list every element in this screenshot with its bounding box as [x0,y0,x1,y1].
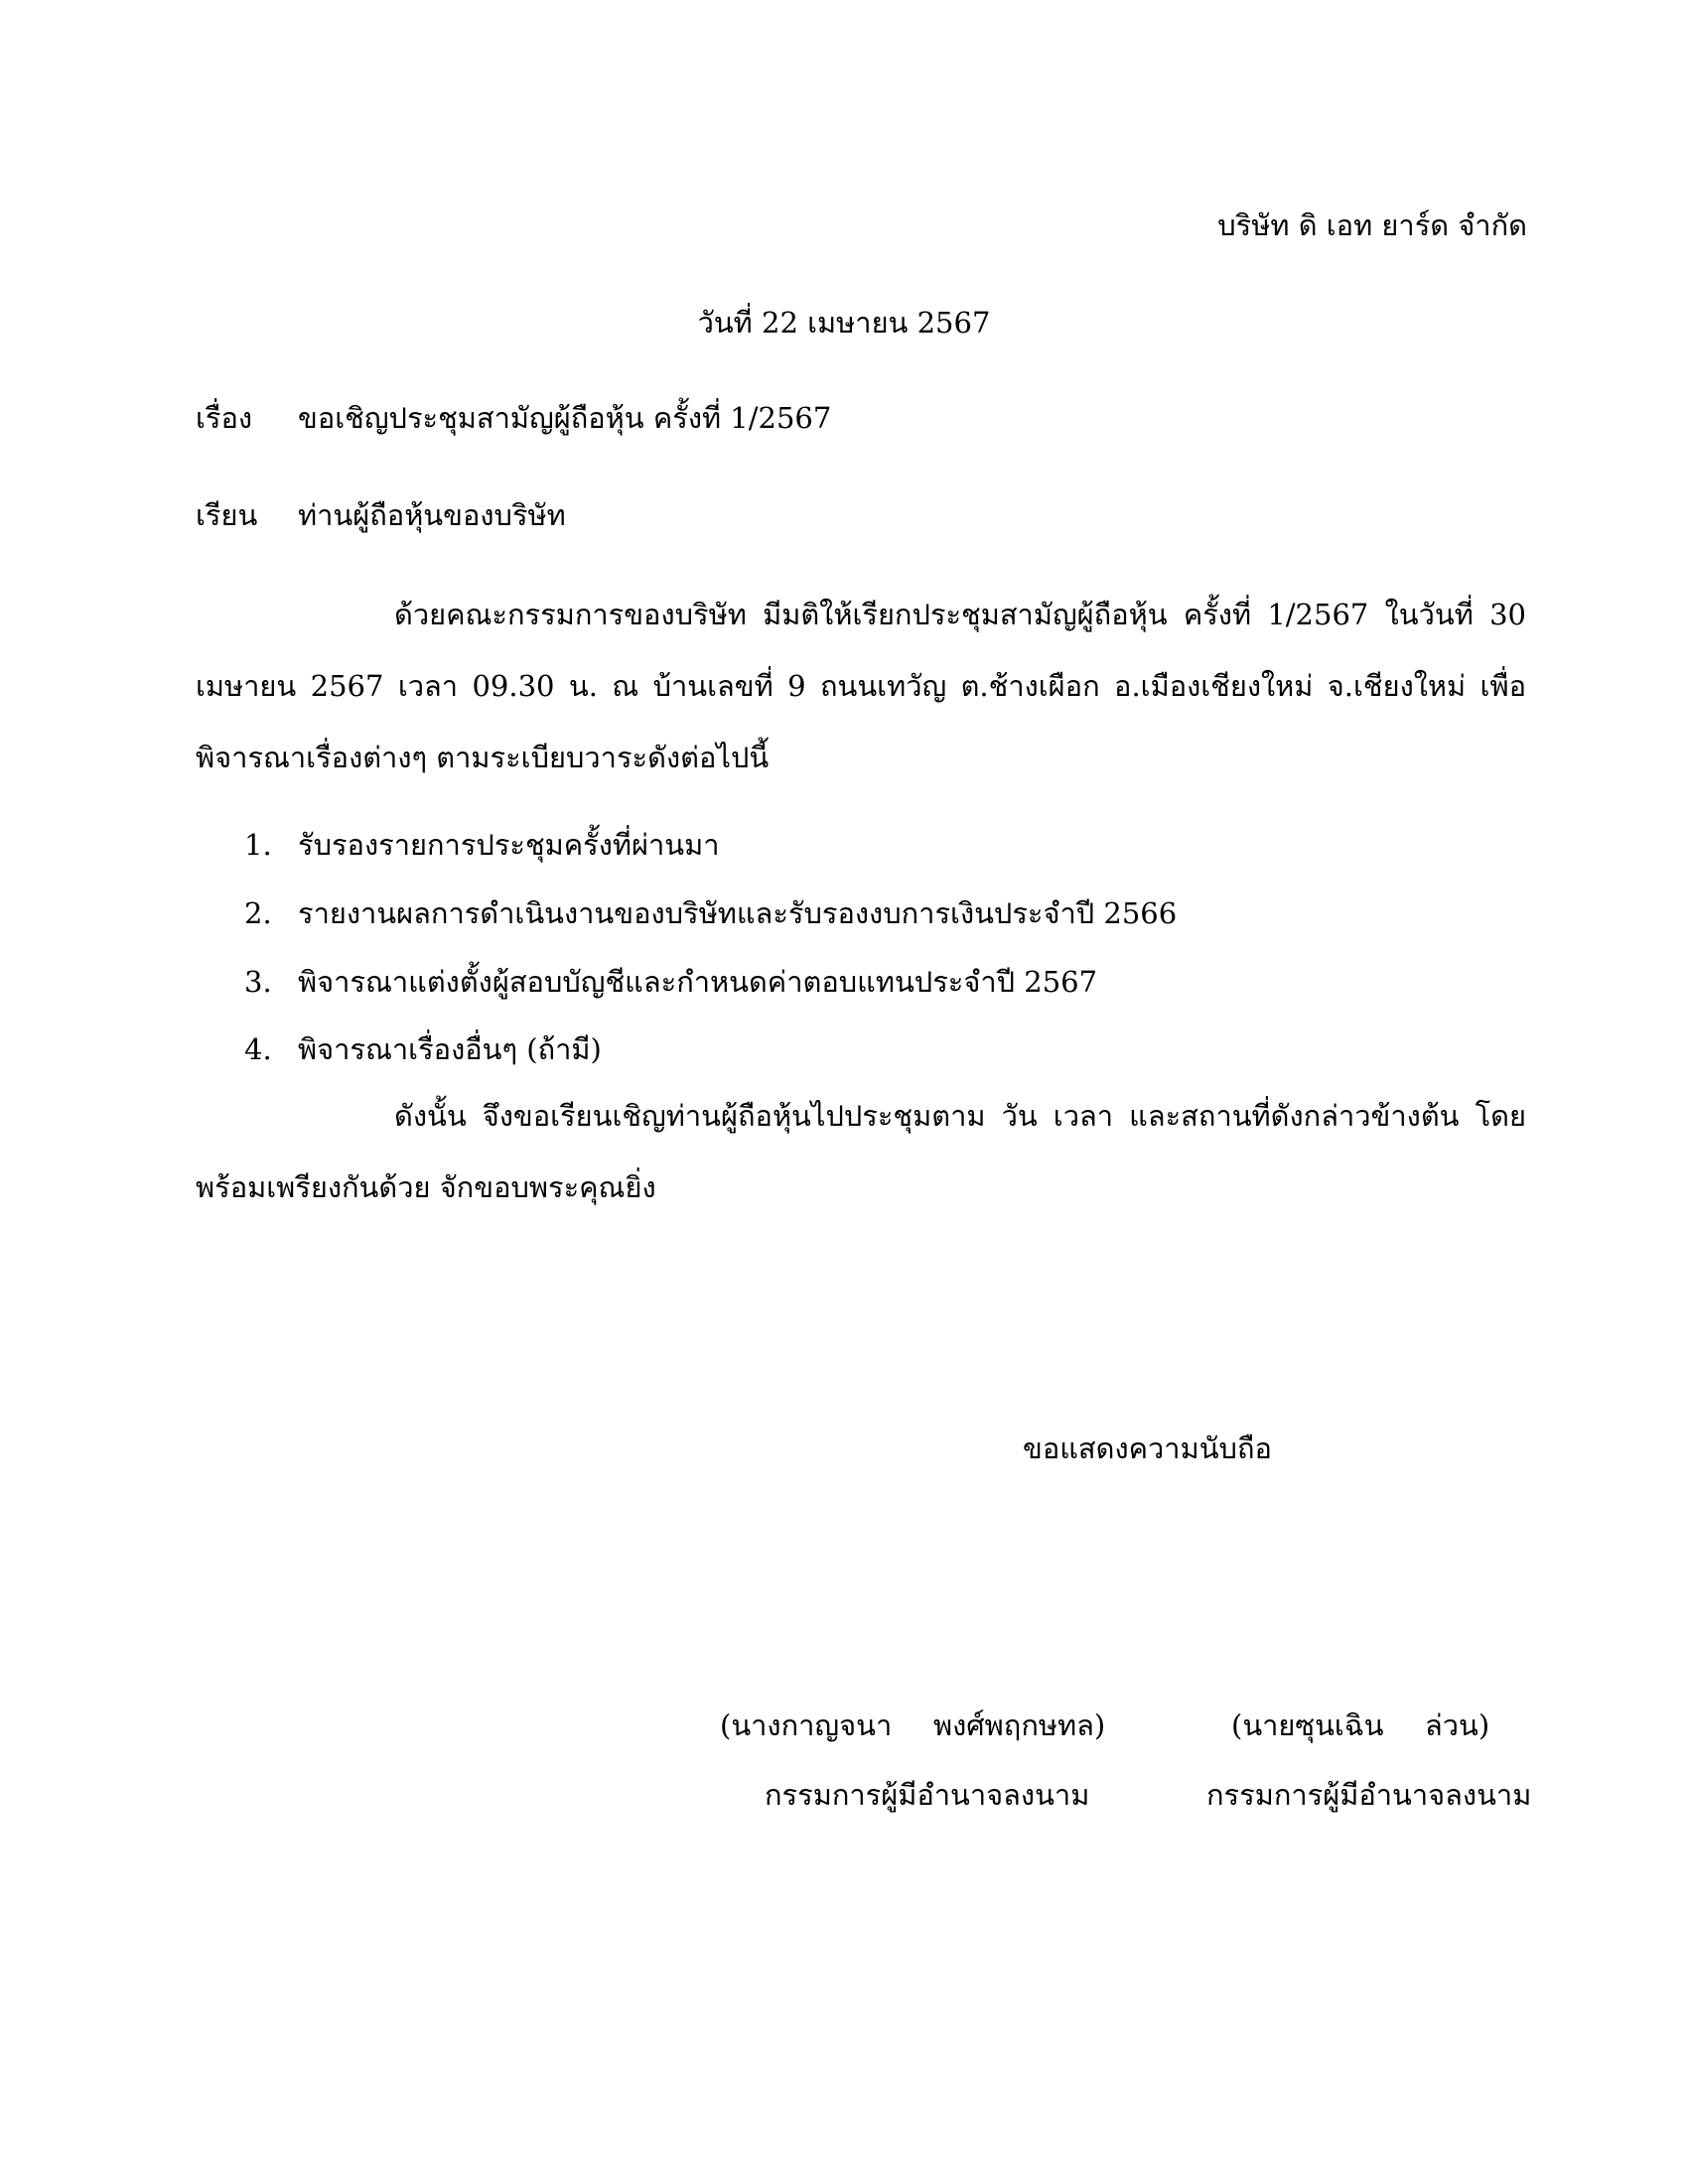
conclusion-paragraph: ดังนั้น จึงขอเรียนเชิญท่านผู้ถือหุ้นไปประชุมตาม วัน เวลา และสถานที่ดังกล่าวข้างต้น โดยพร้อมเพรียงกันด้วย จักขอบพระคุณยิ่ง [196,1099,1526,1204]
subject-text: ขอเชิญประชุมสามัญผู้ถือหุ้น ครั้งที่ 1/2567 [298,401,832,435]
agenda-item: พิจารณาแต่งตั้งผู้สอบบัญชีและกำหนดค่าตอบแทนประจำปี 2567 [298,965,1098,999]
signatory-2-last-name: ล่วน) [1425,1708,1490,1742]
signatory-2-first-name: (นายซุนเฉิน [1231,1708,1384,1742]
agenda-item: รายงานผลการดำเนินงานของบริษัทและรับรองงบการเงินประจำปี 2566 [298,896,1178,930]
agenda-item: รับรองรายการประชุมครั้งที่ผ่านมา [298,828,720,862]
recipient-label: เรียน [196,498,258,532]
subject-label: เรื่อง [196,401,253,435]
letter-date: วันที่ 22 เมษายน 2567 [697,306,991,340]
recipient-text: ท่านผู้ถือหุ้นของบริษัท [298,498,566,532]
closing-salutation: ขอแสดงความนับถือ [1023,1432,1272,1465]
agenda-number: 3. [244,965,272,999]
intro-paragraph: ด้วยคณะกรรมการของบริษัท มีมติให้เรียกประชุมสามัญผู้ถือหุ้น ครั้งที่ 1/2567 ในวันที่ 30 เมษายน 2567 เวลา 09.30 น. ณ บ้านเลขที่ 9 ถนนเทวัญ ต.ช้างเผือก อ.เมืองเชียงใหม่ จ.เชียงใหม่ เพื่อพิจารณาเรื่องต่างๆ ตามระเบียบวาระดังต่อไปนี้ [196,598,1526,774]
agenda-number: 2. [244,896,272,930]
signatory-2-title: กรรมการผู้มีอำนาจลงนาม [1206,1778,1532,1812]
agenda-number: 4. [244,1032,272,1066]
signatory-1-last-name: พงศ์พฤกษทล) [933,1708,1106,1742]
company-name: บริษัท ดิ เอท ยาร์ด จำกัด [1217,208,1527,242]
agenda-item: พิจารณาเรื่องอื่นๆ (ถ้ามี) [298,1032,602,1066]
signatory-1-first-name: (นางกาญจนา [720,1708,893,1742]
agenda-number: 1. [244,828,272,862]
signatory-1-title: กรรมการผู้มีอำนาจลงนาม [765,1778,1090,1812]
